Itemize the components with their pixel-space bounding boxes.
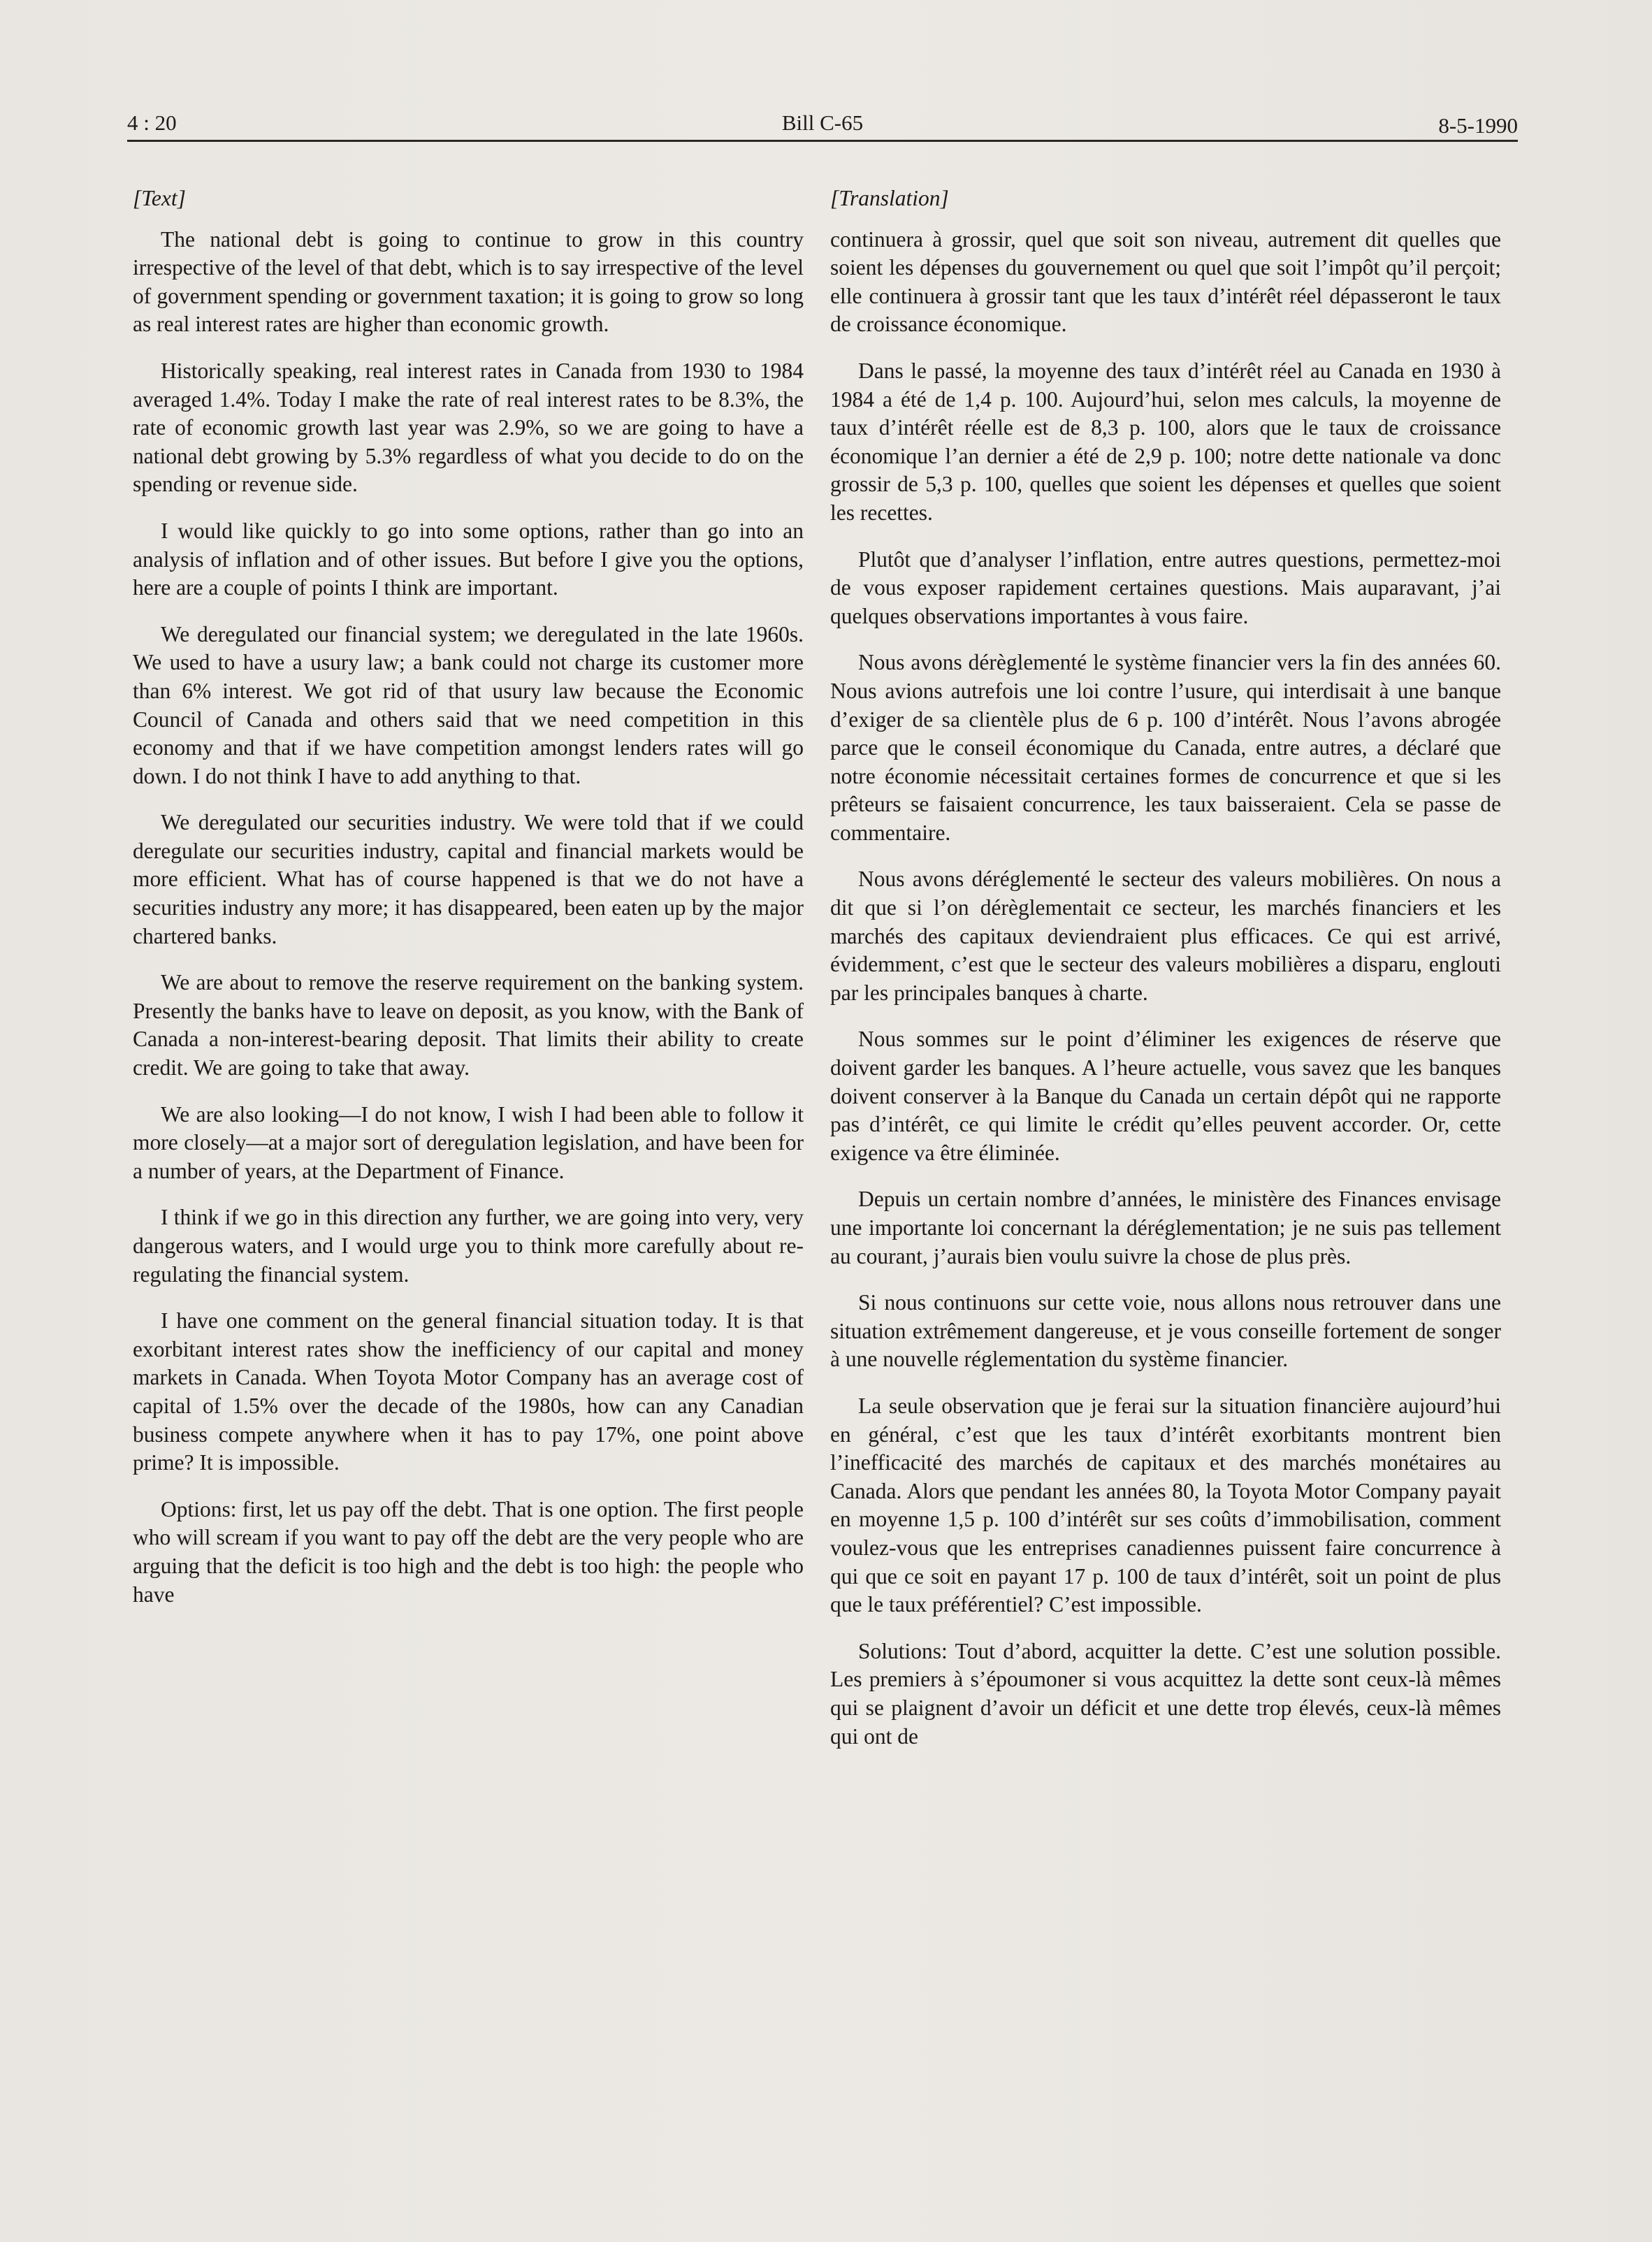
paragraph: Si nous continuons sur cette voie, nous allons nous retrouver dans une situation extrêmement dangereuse, et je vous conseille fortement de songer à une nouvelle réglementation du système financier. bbox=[830, 1290, 1501, 1372]
page-number: 4 : 20 bbox=[127, 110, 177, 135]
paragraph: La seule observation que je ferai sur la situation financière aujourd’hui en général, c’est que les taux d’intérêt exorbitants montrent bien l’inefficacité des marchés de capitaux et des marchés monétaires au Canada. Alors que pendant les années 80, la Toyota Motor Company payait en moyenne 1,5 p. 100 d’intérêt sur ses coûts d’immobilisation, comment voulez-vous que les entreprises canadiennes puissent faire concurrence à qui que ce soit en payant 17 p. 100 de taux d’intérêt, soit un point de plus que le taux préférentiel? C’est impossible. bbox=[830, 1393, 1501, 1617]
paragraph: Nous avons déréglementé le secteur des valeurs mobilières. On nous a dit que si l’on dérèglementait ce secteur, les marchés financiers et les marchés des capitaux deviendraient plus efficaces. Ce qui est arrivé, évidemment, c’est que le secteur des valeurs mobilières a disparu, englouti par les principales banques à charte. bbox=[830, 867, 1501, 1005]
paragraph: Dans le passé, la moyenne des taux d’intérêt réel au Canada en 1930 à 1984 a été de 1,4 p. 100. Aujourd’hui, selon mes calculs, la moyenne de taux d’intérêt réelle est de 8,3 p. 100, alors que le taux de croissance économique l’an dernier a été de 2,9 p. 100; notre dette nationale va donc grossir de 5,3 p. 100, quelles que soient les dépenses et quelles que soient les recettes. bbox=[830, 358, 1501, 525]
paragraph: Options: first, let us pay off the debt. That is one option. The first people who will scream if you want to pay off the debt are the very people who are arguing that the deficit is too high and the debt is too high: the people who have bbox=[133, 1496, 804, 1607]
paragraph: Nous sommes sur le point d’éliminer les exigences de réserve que doivent garder les banques. A l’heure actuelle, vous savez que les banques doivent conserver à la Banque du Canada un certain dépôt qui ne rapporte pas d’intérêt, ce qui limite le crédit qu’elles peuvent accorder. Or, cette exigence va être éliminée. bbox=[830, 1027, 1501, 1165]
paragraph: Solutions: Tout d’abord, acquitter la dette. C’est une solution possible. Les premiers à s’époumoner si vous acquittez la dette sont ceux-là mêmes qui se plaignent d’avoir un déficit et une dette trop élevés, ceux-là mêmes qui ont de bbox=[830, 1638, 1501, 1749]
header-rule bbox=[127, 140, 1518, 142]
paragraph: Historically speaking, real interest rates in Canada from 1930 to 1984 averaged 1.4%. Today I make the rate of real interest rates to be 8.3%, the rate of economic growth last year was 2.9%, so we are going to have a national debt growing by 5.3% regardless of what you decide to do on the spending or revenue side. bbox=[133, 358, 804, 497]
paragraph: We are about to remove the reserve requirement on the banking system. Presently the banks have to leave on deposit, as you know, with the Bank of Canada a non-interest-bearing deposit. That limits their ability to create credit. We are going to take that away. bbox=[133, 970, 804, 1080]
english-column bbox=[133, 168, 804, 1627]
paragraph: Nous avons dérèglementé le système financier vers la fin des années 60. Nous avions autrefois une loi contre l’usure, qui interdisait à une banque d’exiger de sa clientèle plus de 6 p. 100 d’intérêt. Nous l’avons abrogée parce que le conseil économique du Canada, entre autres, a déclaré que notre économie nécessitait certaines formes de concurrence et que si les prêteurs se faisaient concurrence, les taux baisseraient. Cela se passe de commentaire. bbox=[830, 650, 1501, 845]
bill-title: Bill C-65 bbox=[781, 110, 864, 135]
paragraph: I have one comment on the general financial situation today. It is that exorbitant interest rates show the inefficiency of our capital and money markets in Canada. When Toyota Motor Company has an average cost of capital of 1.5% over the decade of the 1980s, how can any Canadian business compete anywhere when it has to pay 17%, one point above prime? It is impossible. bbox=[133, 1308, 804, 1475]
paragraph: I would like quickly to go into some options, rather than go into an analysis of inflation and of other issues. But before I give you the options, here are a couple of points I think are important. bbox=[133, 518, 804, 600]
translation-label: [Translation] bbox=[830, 186, 949, 210]
paragraph: We deregulated our financial system; we deregulated in the late 1960s. We used to have a usury law; a bank could not charge its customer more than 6% interest. We got rid of that usury law because the Economic Council of Canada and others said that we need competition in this economy and that if we have competition amongst lenders rates will go down. I do not think I have to add anything to that. bbox=[133, 621, 804, 788]
paragraph: continuera à grossir, quel que soit son niveau, autrement dit quelles que soient les dépenses du gouvernement ou quel que soit l’impôt qu’il perçoit; elle continuera à grossir tant que les taux d’intérêt réel dépasseront le taux de croissance économique. bbox=[830, 226, 1501, 337]
paragraph: I think if we go in this direction any further, we are going into very, very dangerous waters, and I would urge you to think more carefully about re-regulating the financial system. bbox=[133, 1205, 804, 1287]
paragraph: Depuis un certain nombre d’années, le ministère des Finances envisage une importante loi concernant la déréglementation; je ne suis pas tellement au courant, j’aurais bien voulu suivre la chose de plus près. bbox=[830, 1187, 1501, 1268]
paragraph: Plutôt que d’analyser l’inflation, entre autres questions, permettez-moi de vous exposer rapidement certaines questions. Mais auparavant, j’ai quelques observations importantes à vous faire. bbox=[830, 547, 1501, 628]
french-column bbox=[830, 168, 1501, 1769]
paragraph: The national debt is going to continue to grow in this country irrespective of the level of that debt, which is to say irrespective of the level of government spending or government taxation; it is going to grow so long as real interest rates are higher than economic growth. bbox=[133, 226, 804, 337]
paragraph: We deregulated our securities industry. We were told that if we could deregulate our securities industry, capital and financial markets would be more efficient. What has of course happened is that we do not have a securities industry any more; it has disappeared, been eaten up by the major chartered banks. bbox=[133, 810, 804, 948]
header-date: 8-5-1990 bbox=[1438, 113, 1518, 138]
text-label: [Text] bbox=[133, 186, 186, 210]
page-header bbox=[127, 105, 1518, 144]
paragraph: We are also looking—I do not know, I wish I had been able to follow it more closely—at a major sort of deregulation legislation, and have been for a number of years, at the Department of Finance. bbox=[133, 1101, 804, 1183]
